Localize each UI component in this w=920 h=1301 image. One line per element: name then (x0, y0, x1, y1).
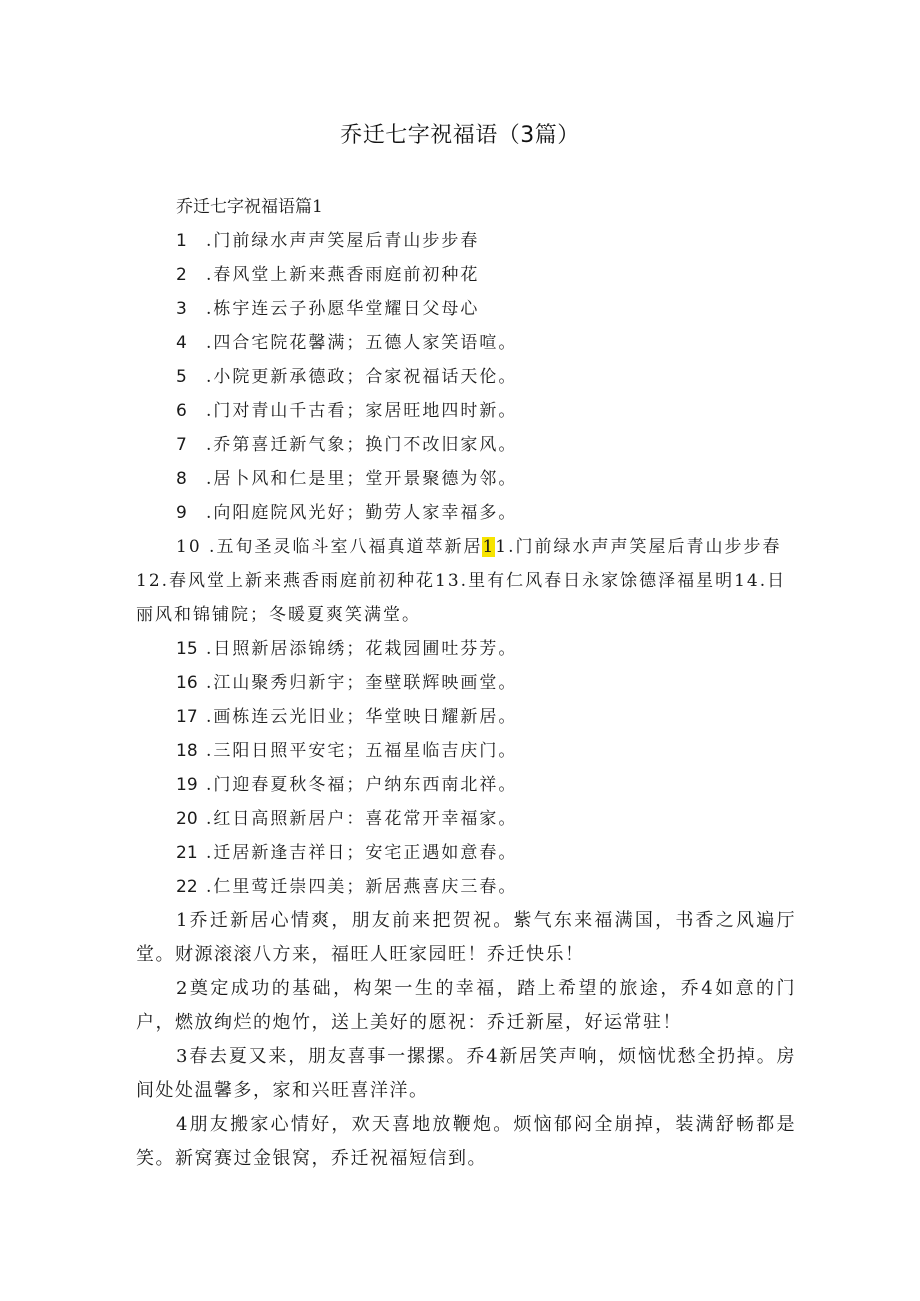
item-number: 19 (176, 775, 198, 795)
list-item (136, 496, 796, 530)
item-number: 4 (176, 333, 187, 353)
document-title: 乔迁七字祝福语（3篇） (340, 123, 580, 148)
item-number: 16 (176, 673, 198, 693)
item-number: 7 (176, 435, 187, 455)
item-text: .春风堂上新来燕香雨庭前初种花 (206, 265, 480, 285)
item-number: 22 (176, 877, 198, 897)
item-text: .四合宅院花馨满；五德人家笑语喧。 (206, 333, 518, 353)
item-text: .红日高照新居户：喜花常开幸福家。 (206, 809, 518, 829)
item-text: .三阳日照平安宅；五福星临吉庆门。 (206, 741, 518, 761)
list-item (136, 734, 796, 768)
item-text: .门对青山千古看；家居旺地四时新。 (206, 401, 518, 421)
list-item (136, 700, 796, 734)
item-number: 6 (176, 401, 187, 421)
merged-text-rest: 1.门前绿水声声笑屋后青山步步春12.春风堂上新来燕香雨庭前初种花13.里有仁风春日永家馀德泽福星明14.日丽风和锦铺院；冬暖夏爽笑满堂。 (136, 537, 787, 625)
item-text: .画栋连云光旧业；华堂映日耀新居。 (206, 707, 518, 727)
item-text: .栋宇连云子孙愿华堂耀日父母心 (206, 299, 480, 319)
item-text: .江山聚秀归新宇；奎壁联辉映画堂。 (206, 673, 518, 693)
blessing-paragraph: 3春去夏又来，朋友喜事一摞摞。乔4新居笑声响，烦恼忧愁全扔掉。房间处处温馨多，家和兴旺喜洋洋。 (136, 1046, 796, 1101)
list-item (136, 768, 796, 802)
item-text: .迁居新逢吉祥日；安宅正遇如意春。 (206, 843, 518, 863)
item-number: 2 (176, 265, 187, 285)
item-number: 17 (176, 707, 198, 727)
item-number: 9 (176, 503, 187, 523)
item-text: .居卜风和仁是里；堂开景聚德为邻。 (206, 469, 518, 489)
merged-items-block (136, 530, 796, 632)
item-text: .仁里莺迁崇四美；新居燕喜庆三春。 (206, 877, 518, 897)
item-text: .乔第喜迁新气象；换门不改旧家风。 (206, 435, 518, 455)
list-item (136, 224, 796, 258)
list-item (136, 802, 796, 836)
list-item (136, 666, 796, 700)
section-subtitle: 乔迁七字祝福语篇1 (176, 197, 323, 217)
blessing-list-2 (136, 632, 796, 904)
item-text: .门前绿水声声笑屋后青山步步春 (206, 231, 480, 251)
item-number: 15 (176, 639, 198, 659)
item-text: .小院更新承德政；合家祝福话天伦。 (206, 367, 518, 387)
list-item (136, 292, 796, 326)
item-number: 3 (176, 299, 187, 319)
item-number: 5 (176, 367, 187, 387)
merged-text-start: 10 .五旬圣灵临斗室八福真道萃新居 (176, 537, 483, 557)
item-text: .日照新居添锦绣；花栽园圃吐芬芳。 (206, 639, 518, 659)
list-item (136, 326, 796, 360)
item-number: 20 (176, 809, 198, 829)
list-item (136, 360, 796, 394)
blessing-list-1 (136, 224, 796, 530)
list-item (136, 836, 796, 870)
blessing-paragraph: 4朋友搬家心情好，欢天喜地放鞭炮。烦恼郁闷全崩掉，装满舒畅都是笑。新窝赛过金银窝，乔迁祝福短信到。 (136, 1114, 796, 1169)
item-number: 21 (176, 843, 198, 863)
blessing-paragraph: 1乔迁新居心情爽，朋友前来把贺祝。紫气东来福满国，书香之风遍厅堂。财源滚滚八方来，福旺人旺家园旺！乔迁快乐！ (136, 910, 796, 965)
list-item (136, 870, 796, 904)
list-item (136, 632, 796, 666)
item-number: 8 (176, 469, 187, 489)
item-number: 1 (176, 231, 187, 251)
item-text: .门迎春夏秋冬福；户纳东西南北祥。 (206, 775, 518, 795)
list-item (136, 394, 796, 428)
list-item (136, 462, 796, 496)
document-body (136, 190, 796, 1176)
list-item (136, 428, 796, 462)
item-text: .向阳庭院风光好；勤劳人家幸福多。 (206, 503, 518, 523)
blessing-paragraph: 2奠定成功的基础，构架一生的幸福，踏上希望的旅途，乔4如意的门户，燃放绚烂的炮竹，送上美好的愿祝：乔迁新屋，好运常驻！ (136, 978, 796, 1033)
highlighted-char: 1 (482, 537, 496, 557)
blessing-paragraphs (136, 904, 796, 1176)
list-item (136, 258, 796, 292)
item-number: 18 (176, 741, 198, 761)
